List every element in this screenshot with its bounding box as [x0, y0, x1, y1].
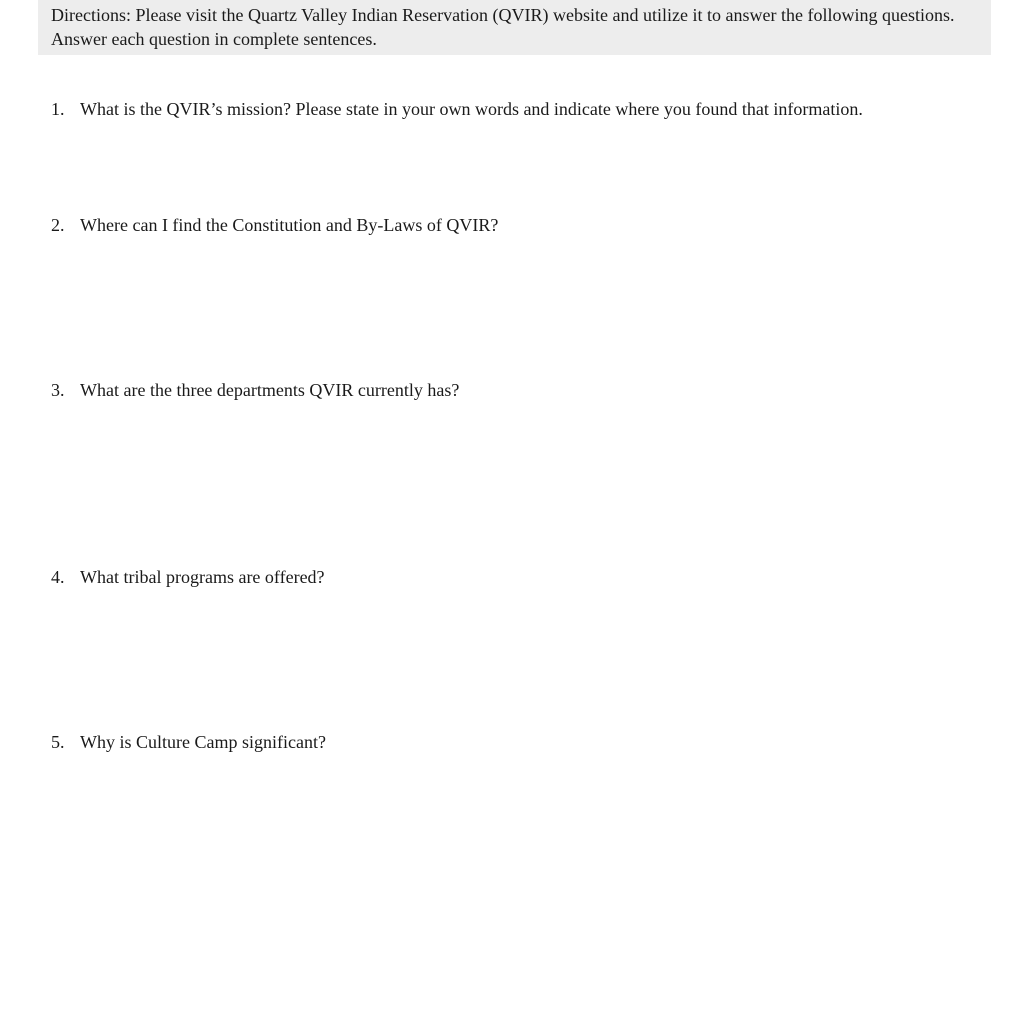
question-4: [51, 565, 325, 589]
question-5: [51, 730, 326, 754]
question-text: What is the QVIR’s mission? Please state in your own words and indicate where you found that information.: [80, 99, 863, 119]
question-number: 3.: [51, 380, 65, 400]
question-text: Where can I find the Constitution and By-Laws of QVIR?: [80, 215, 499, 235]
question-number: 2.: [51, 215, 65, 235]
question-number: 5.: [51, 732, 65, 752]
question-number: 4.: [51, 567, 65, 587]
directions-box: [38, 0, 991, 55]
question-text: What are the three departments QVIR currently has?: [80, 380, 460, 400]
question-text: What tribal programs are offered?: [80, 567, 325, 587]
directions-text: Directions: Please visit the Quartz Valley Indian Reservation (QVIR) website and utilize it to answer the following questions. Answer each question in complete sentences.: [51, 5, 955, 49]
question-2: [51, 213, 498, 237]
question-3: [51, 378, 459, 402]
question-text: Why is Culture Camp significant?: [80, 732, 326, 752]
question-number: 1.: [51, 99, 65, 119]
question-1: [51, 97, 863, 121]
